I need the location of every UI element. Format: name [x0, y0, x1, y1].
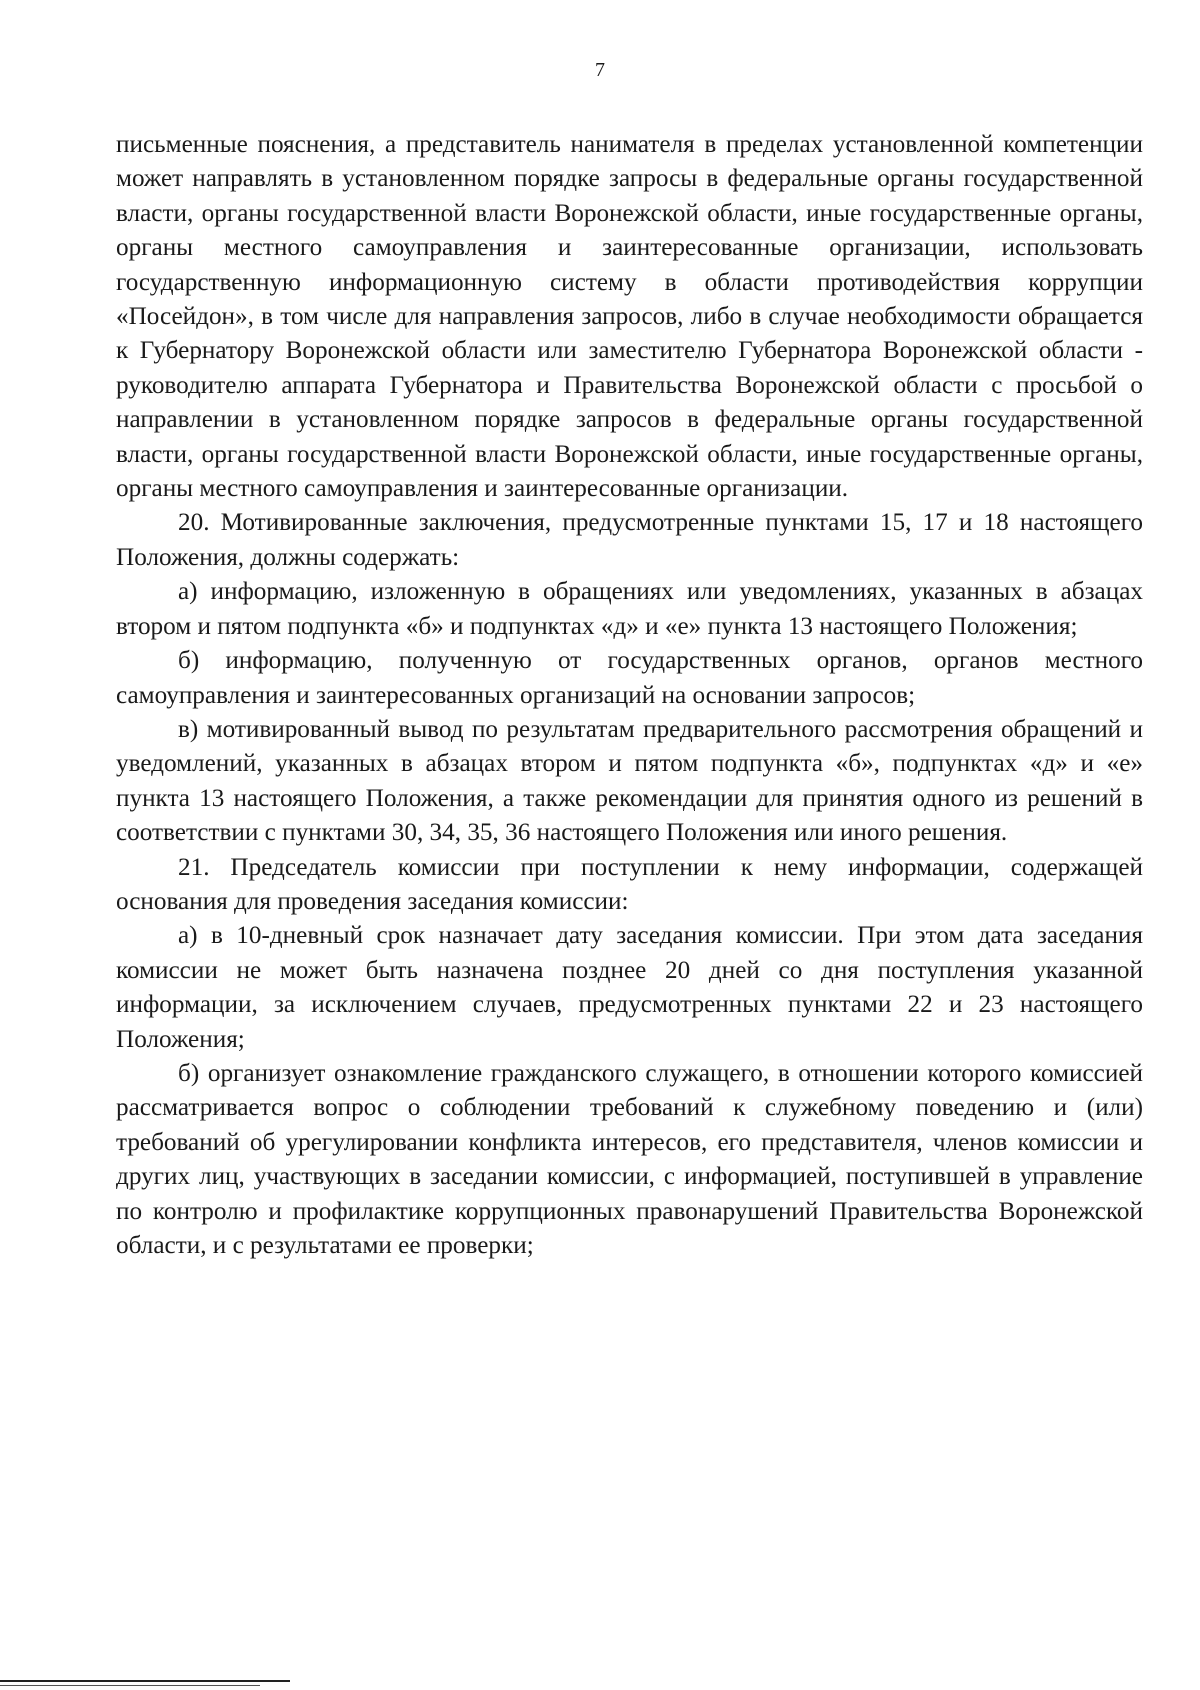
document-body	[116, 128, 1143, 1263]
paragraph-item-21: 21. Председатель комиссии при поступлении к нему информации, содержащей основания для проведения заседания комиссии:	[116, 853, 1143, 915]
scan-edge-line	[0, 1680, 290, 1682]
paragraph-item-20-c: в) мотивированный вывод по результатам предварительного рассмотрения обращений и уведомлений, указанных в абзацах втором и пятом подпункта «б», подпунктах «д» и «е» пункта 13 настоящего Положения, а также рекомендации для принятия одного из решений в соответствии с пунктами 30, 34, 35, 36 настоящего Положения или иного решения.	[116, 715, 1143, 847]
paragraph-item-20-b: б) информацию, полученную от государственных органов, органов местного самоуправления и заинтересованных организаций на основании запросов;	[116, 647, 1143, 709]
page-number: 7	[595, 59, 605, 81]
paragraph-item-21-b: б) организует ознакомление гражданского служащего, в отношении которого комиссией рассматривается вопрос о соблюдении требований к служебному поведению и (или) требований об урегулировании конфликта интересов, его представителя, членов комиссии и других лиц, участвующих в заседании комиссии, с информацией, поступившей в управление по контролю и профилактике коррупционных правонарушений Правительства Воронежской области, и с результатами ее проверки;	[116, 1059, 1143, 1259]
scan-edge-line-secondary	[0, 1685, 260, 1686]
paragraph-item-20: 20. Мотивированные заключения, предусмотренные пунктами 15, 17 и 18 настоящего Положения, должны содержать:	[116, 509, 1143, 571]
paragraph-item-20-a: а) информацию, изложенную в обращениях или уведомлениях, указанных в абзацах втором и пятом подпункта «б» и подпунктах «д» и «е» пункта 13 настоящего Положения;	[116, 578, 1143, 640]
paragraph-continuation: письменные пояснения, а представитель нанимателя в пределах установленной компетенции может направлять в установленном порядке запросы в федеральные органы государственной власти, органы государственной власти Воронежской области, иные государственные органы, органы местного самоуправления и заинтересованные организации, использовать государственную информационную систему в области противодействия коррупции «Посейдон», в том числе для направления запросов, либо в случае необходимости обращается к Губернатору Воронежской области или заместителю Губернатора Воронежской области - руководителю аппарата Губернатора и Правительства Воронежской области с просьбой о направлении в установленном порядке запросов в федеральные органы государственной власти, органы государственной власти Воронежской области, иные государственные органы, органы местного самоуправления и заинтересованные организации.	[116, 131, 1143, 503]
paragraph-item-21-a: а) в 10-дневный срок назначает дату заседания комиссии. При этом дата заседания комиссии не может быть назначена позднее 20 дней со дня поступления указанной информации, за исключением случаев, предусмотренных пунктами 22 и 23 настоящего Положения;	[116, 922, 1143, 1053]
